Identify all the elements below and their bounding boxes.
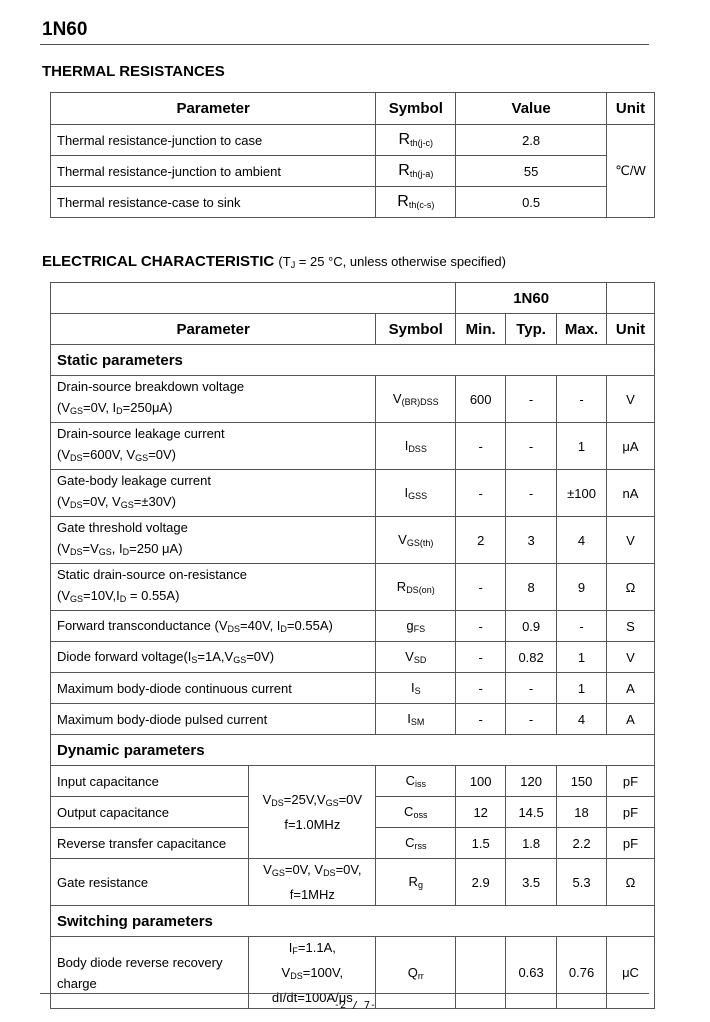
param-cell: Body diode reverse recovery charge — [51, 937, 249, 1009]
min-cell: - — [456, 423, 506, 470]
unit-cell: V — [607, 376, 655, 423]
group-row-switching — [51, 906, 655, 937]
symbol-cell: $V_{SD}$ — [376, 642, 456, 673]
typ-cell: 1.8 — [506, 828, 557, 859]
typ-cell: 3.5 — [506, 859, 557, 906]
unit-cell: μC — [607, 937, 655, 1009]
value-cell: 2.8 — [456, 125, 607, 156]
symbol-cell: $R_g$ — [376, 859, 456, 906]
param-cell: Static drain-source on-resistance $(V_{GS}=10V,I_D = 0.55A)$ — [51, 564, 376, 611]
param-cell: Forward transconductance ($V_{DS}=40V$, $I_D=0.55A$) — [51, 611, 376, 642]
typ-cell: - — [506, 704, 557, 735]
page-number: -2 / 7- — [333, 1000, 377, 1011]
electrical-title-text: ELECTRICAL CHARACTERISTIC — [42, 253, 275, 270]
max-cell: ±100 — [557, 470, 607, 517]
electrical-section-title — [42, 253, 506, 270]
table-row — [51, 564, 655, 611]
group-label: Switching parameters — [51, 906, 655, 937]
empty-cell — [607, 283, 655, 314]
table-row — [51, 937, 655, 1009]
max-cell: - — [557, 611, 607, 642]
thermal-section-title: THERMAL RESISTANCES — [42, 63, 225, 80]
param-cell: Gate threshold voltage ($V_{DS}=V_{GS}$, $I_D=250$ μA) — [51, 517, 376, 564]
table-row — [51, 517, 655, 564]
typ-cell: - — [506, 376, 557, 423]
param-cell: Maximum body-diode continuous current — [51, 673, 376, 704]
max-cell: 18 — [557, 797, 607, 828]
param-cell: Input capacitance — [51, 766, 249, 797]
max-cell: 2.2 — [557, 828, 607, 859]
param-cell: Thermal resistance-junction to ambient — [51, 156, 376, 187]
symbol-cell: $R_{th(j-a)}$ — [376, 156, 456, 187]
group-row-dynamic — [51, 735, 655, 766]
symbol-cell: $C_{oss}$ — [376, 797, 456, 828]
table-row — [51, 376, 655, 423]
typ-cell: 3 — [506, 517, 557, 564]
param-cell: Reverse transfer capacitance — [51, 828, 249, 859]
table-row — [51, 766, 655, 797]
symbol-cell: $I_{SM}$ — [376, 704, 456, 735]
min-cell — [456, 937, 506, 1009]
max-cell: 1 — [557, 642, 607, 673]
unit-cell: pF — [607, 828, 655, 859]
table-row — [51, 642, 655, 673]
param-cell: Drain-source leakage current ($V_{DS}=600V$, $V_{GS}=0V$) — [51, 423, 376, 470]
th-unit: Unit — [606, 93, 654, 125]
min-cell: 12 — [456, 797, 506, 828]
unit-cell: A — [607, 673, 655, 704]
max-cell: 4 — [557, 517, 607, 564]
th-max: Max. — [557, 314, 607, 345]
max-cell: 1 — [557, 673, 607, 704]
min-cell: - — [456, 564, 506, 611]
table-row — [51, 611, 655, 642]
th-value: Value — [456, 93, 607, 125]
param-cell: Thermal resistance-case to sink — [51, 187, 376, 218]
param-cell: Thermal resistance-junction to case — [51, 125, 376, 156]
typ-cell: - — [506, 423, 557, 470]
symbol-cell: $I_{GSS}$ — [376, 470, 456, 517]
condition-cell: $V_{GS}=0V$, $V_{DS}=0V$, f=1MHz — [249, 859, 376, 906]
unit-cell: μA — [607, 423, 655, 470]
table-row — [51, 470, 655, 517]
max-cell: 9 — [557, 564, 607, 611]
thermal-header-row — [51, 93, 655, 125]
min-cell: - — [456, 704, 506, 735]
table-row — [51, 859, 655, 906]
unit-cell: pF — [607, 766, 655, 797]
th-min: Min. — [456, 314, 506, 345]
th-typ: Typ. — [506, 314, 557, 345]
th-device: 1N60 — [456, 283, 607, 314]
electrical-characteristics-table — [50, 282, 655, 1009]
group-row-static — [51, 345, 655, 376]
th-parameter: Parameter — [51, 314, 376, 345]
typ-cell: 14.5 — [506, 797, 557, 828]
table-row — [51, 156, 655, 187]
param-cell: Maximum body-diode pulsed current — [51, 704, 376, 735]
min-cell: - — [456, 470, 506, 517]
value-cell: 55 — [456, 156, 607, 187]
typ-cell: - — [506, 470, 557, 517]
th-unit: Unit — [607, 314, 655, 345]
document-header-title: 1N60 — [42, 19, 88, 40]
min-cell: - — [456, 611, 506, 642]
header-rule — [40, 44, 649, 45]
symbol-cell: $I_S$ — [376, 673, 456, 704]
table-row — [51, 704, 655, 735]
symbol-cell: $g_{FS}$ — [376, 611, 456, 642]
unit-cell: V — [607, 642, 655, 673]
symbol-cell: $V_{(BR)DSS}$ — [376, 376, 456, 423]
unit-cell: Ω — [607, 859, 655, 906]
param-cell: Gate resistance — [51, 859, 249, 906]
min-cell: 1.5 — [456, 828, 506, 859]
param-cell: Diode forward $voltage(I_S=1A,V_{GS}=0V)$ — [51, 642, 376, 673]
table-row — [51, 125, 655, 156]
typ-cell: 120 — [506, 766, 557, 797]
typ-cell: 0.63 — [506, 937, 557, 1009]
empty-cell — [51, 283, 456, 314]
symbol-cell: $C_{rss}$ — [376, 828, 456, 859]
min-cell: 2.9 — [456, 859, 506, 906]
value-cell: 0.5 — [456, 187, 607, 218]
table-row — [51, 187, 655, 218]
unit-cell: S — [607, 611, 655, 642]
typ-cell: 0.82 — [506, 642, 557, 673]
unit-cell: pF — [607, 797, 655, 828]
device-header-row — [51, 283, 655, 314]
group-label: Static parameters — [51, 345, 655, 376]
typ-cell: - — [506, 673, 557, 704]
symbol-cell: $R_{DS(on)}$ — [376, 564, 456, 611]
min-cell: - — [456, 673, 506, 704]
electrical-condition-note: ($T_J = 25$ °C, unless otherwise specified) — [278, 254, 506, 270]
symbol-cell: $R_{th(c-s)}$ — [376, 187, 456, 218]
min-cell: 600 — [456, 376, 506, 423]
unit-cell: nA — [607, 470, 655, 517]
symbol-cell: $I_{DSS}$ — [376, 423, 456, 470]
group-label: Dynamic parameters — [51, 735, 655, 766]
table-row — [51, 673, 655, 704]
typ-cell: 0.9 — [506, 611, 557, 642]
th-parameter: Parameter — [51, 93, 376, 125]
unit-cell: V — [607, 517, 655, 564]
thermal-resistances-table — [50, 92, 655, 218]
condition-cell: $I_F=1.1A$, $V_{DS}=100V$, dI/dt=100A/μs — [249, 937, 376, 1009]
footer-rule — [40, 993, 649, 994]
column-header-row — [51, 314, 655, 345]
symbol-cell: $Q_{rr}$ — [376, 937, 456, 1009]
max-cell: 1 — [557, 423, 607, 470]
typ-cell: 8 — [506, 564, 557, 611]
symbol-cell: $C_{iss}$ — [376, 766, 456, 797]
param-cell: Output capacitance — [51, 797, 249, 828]
max-cell: - — [557, 376, 607, 423]
max-cell: 4 — [557, 704, 607, 735]
th-symbol: Symbol — [376, 314, 456, 345]
unit-cell: A — [607, 704, 655, 735]
symbol-cell: $R_{th(j-c)}$ — [376, 125, 456, 156]
condition-cell: $V_{DS}=25V,V_{GS}=0V$ f=1.0MHz — [249, 766, 376, 859]
max-cell: 150 — [557, 766, 607, 797]
unit-cell: ℃/W — [606, 125, 654, 218]
max-cell: 0.76 — [557, 937, 607, 1009]
table-row — [51, 423, 655, 470]
symbol-cell: $V_{GS(th)}$ — [376, 517, 456, 564]
max-cell: 5.3 — [557, 859, 607, 906]
min-cell: 100 — [456, 766, 506, 797]
param-cell: Gate-body leakage current ($V_{DS}=0V$, $V_{GS}=\pm 30V$) — [51, 470, 376, 517]
min-cell: 2 — [456, 517, 506, 564]
min-cell: - — [456, 642, 506, 673]
unit-cell: Ω — [607, 564, 655, 611]
param-cell: Drain-source breakdown voltage ($V_{GS}=0V$, $I_D=250\mu A$) — [51, 376, 376, 423]
th-symbol: Symbol — [376, 93, 456, 125]
